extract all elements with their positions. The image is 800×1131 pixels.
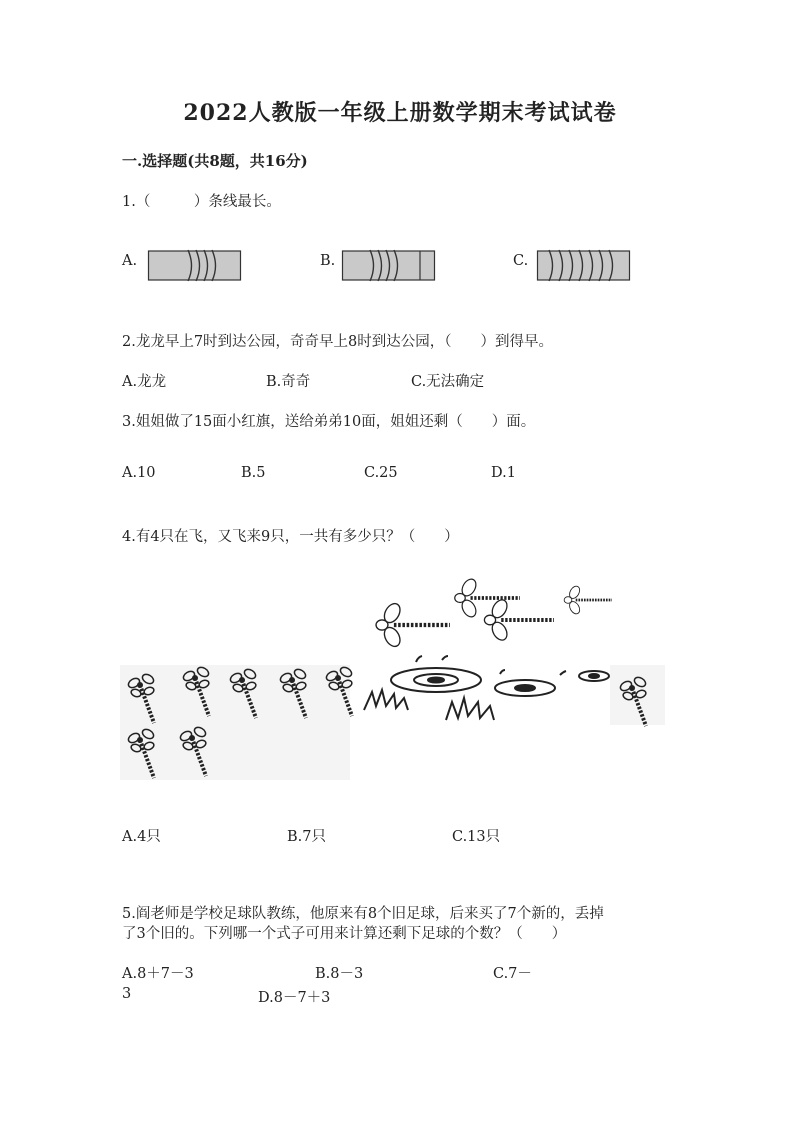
dragonfly-illustration — [120, 570, 670, 785]
question-4-option-b: B.7只 — [287, 829, 326, 845]
wound-rod-b-image — [342, 248, 437, 284]
question-1-option-b: B. — [320, 253, 336, 269]
question-4-option-a: A.4只 — [122, 829, 161, 845]
question-2-stem: 2.龙龙早上7时到达公园，奇奇早上8时到达公园，（ ）到得早。 — [122, 334, 554, 350]
question-4-stem: 4.有4只在飞，又飞来9只，一共有多少只？（ ） — [122, 529, 459, 545]
question-5-option-c-continued: 3 — [122, 986, 132, 1002]
question-5-stem-line-2: 了3个旧的。下列哪一个式子可用来计算还剩下足球的个数？（ ） — [122, 926, 567, 942]
question-3-stem: 3.姐姐做了15面小红旗，送给弟弟10面，姐姐还剩（ ）面。 — [122, 414, 536, 430]
page-title: 2022人教版一年级上册数学期末考试试卷 — [183, 100, 617, 126]
question-2-option-c: C.无法确定 — [411, 374, 485, 390]
question-1-option-a: A. — [122, 253, 138, 269]
question-4-option-c: C.13只 — [452, 829, 501, 845]
question-5-option-b: B.8－3 — [315, 966, 364, 982]
question-2-option-a: A.龙龙 — [122, 374, 167, 390]
question-1-stem: 1.（ ）条线最长。 — [122, 194, 281, 210]
question-3-option-b: B.5 — [241, 465, 266, 481]
wound-rod-a-image — [148, 248, 243, 284]
section-heading: 一.选择题(共8题，共16分) — [122, 152, 308, 170]
question-5-option-a: A.8＋7－3 — [122, 966, 194, 982]
question-5-stem-line-1: 5.阎老师是学校足球队教练，他原来有8个旧足球，后来买了7个新的，丢掉 — [122, 906, 604, 922]
question-3-option-d: D.1 — [491, 465, 516, 481]
question-5-option-c: C.7－ — [493, 966, 532, 982]
question-3-option-c: C.25 — [364, 465, 398, 481]
question-1-option-c: C. — [513, 253, 529, 269]
question-2-option-b: B.奇奇 — [266, 374, 311, 390]
question-3-option-a: A.10 — [122, 465, 156, 481]
wound-rod-c-image — [537, 248, 632, 284]
question-5-option-d: D.8－7＋3 — [258, 990, 331, 1006]
